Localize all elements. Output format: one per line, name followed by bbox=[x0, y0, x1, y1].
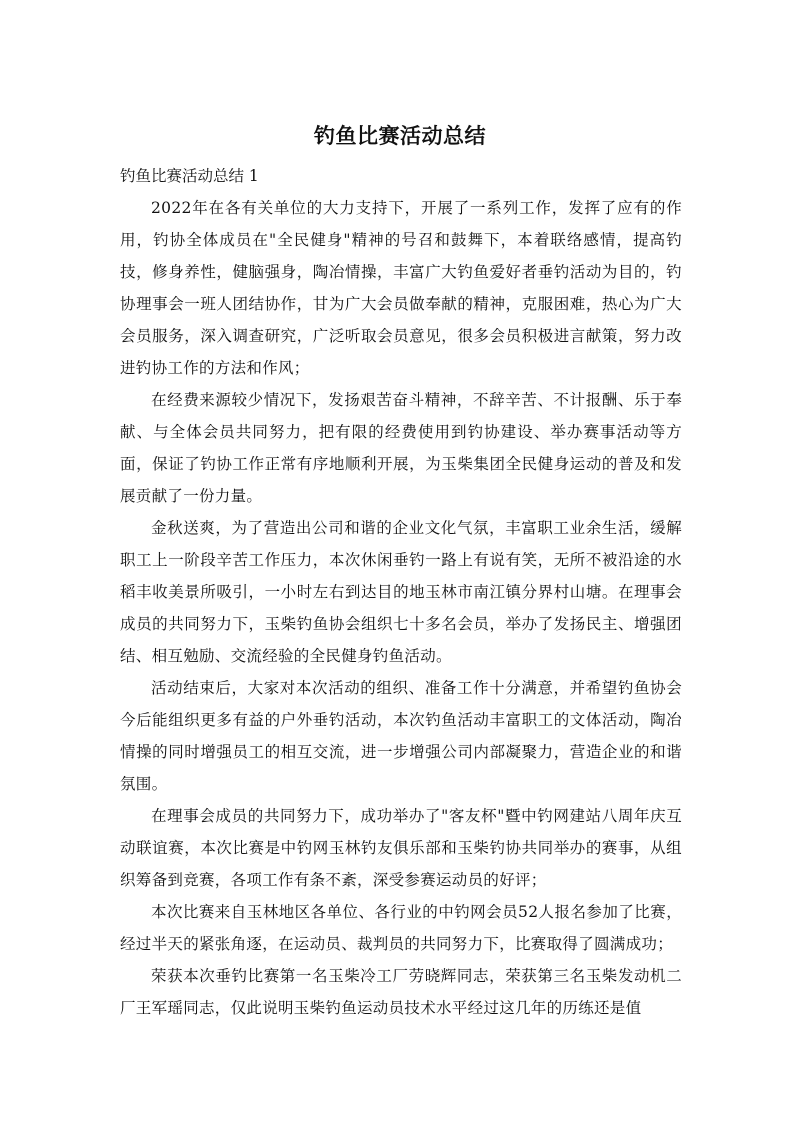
paragraph: 活动结束后，大家对本次活动的组织、准备工作十分满意，并希望钓鱼协会今后能组织更多有益的户外垂钓活动，本次钓鱼活动丰富职工的文体活动，陶冶情操的同时增强员工的相互交流，进一步增强公司内部凝聚力，营造企业的和谐氛围。 bbox=[120, 679, 682, 793]
document-body bbox=[120, 160, 682, 1024]
section-heading: 钓鱼比赛活动总结 1 bbox=[120, 167, 259, 185]
paragraph: 本次比赛来自玉林地区各单位、各行业的中钓网会员52人报名参加了比赛，经过半天的紧张角逐，在运动员、裁判员的共同努力下，比赛取得了圆满成功； bbox=[120, 903, 682, 953]
paragraph: 在理事会成员的共同努力下，成功举办了"客友杯"暨中钓网建站八周年庆互动联谊赛，本次比赛是中钓网玉林钓友俱乐部和玉柴钓协共同举办的赛事，从组织筹备到竞赛，各项工作有条不紊，深受参赛运动员的好评； bbox=[120, 807, 682, 889]
paragraph: 荣获本次垂钓比赛第一名玉柴冷工厂劳晓辉同志，荣获第三名玉柴发动机二厂王军瑶同志，仅此说明玉柴钓鱼运动员技术水平经过这几年的历练还是值 bbox=[120, 967, 682, 1017]
paragraph: 2022年在各有关单位的大力支持下，开展了一系列工作，发挥了应有的作用，钓协全体成员在"全民健身"精神的号召和鼓舞下，本着联络感情，提高钓技，修身养性，健脑强身，陶冶情操，丰富广大钓鱼爱好者垂钓活动为目的，钓协理事会一班人团结协作，甘为广大会员做奉献的精神，克服困难，热心为广大会员服务，深入调查研究，广泛听取会员意见，很多会员积极进言献策，努力改进钓协工作的方法和作风； bbox=[120, 199, 682, 377]
paragraph: 金秋送爽，为了营造出公司和谐的企业文化气氛，丰富职工业余生活，缓解职工上一阶段辛苦工作压力，本次休闲垂钓一路上有说有笑，无所不被沿途的水稻丰收美景所吸引，一小时左右到达目的地玉林市南江镇分界村山塘。在理事会成员的共同努力下，玉柴钓鱼协会组织七十多名会员，举办了发扬民主、增强团结、相互勉励、交流经验的全民健身钓鱼活动。 bbox=[120, 519, 682, 665]
paragraph: 在经费来源较少情况下，发扬艰苦奋斗精神，不辞辛苦、不计报酬、乐于奉献、与全体会员共同努力，把有限的经费使用到钓协建设、举办赛事活动等方面，保证了钓协工作正常有序地顺利开展，为玉柴集团全民健身运动的普及和发展贡献了一份力量。 bbox=[120, 391, 682, 505]
document-title: 钓鱼比赛活动总结 bbox=[314, 124, 486, 148]
